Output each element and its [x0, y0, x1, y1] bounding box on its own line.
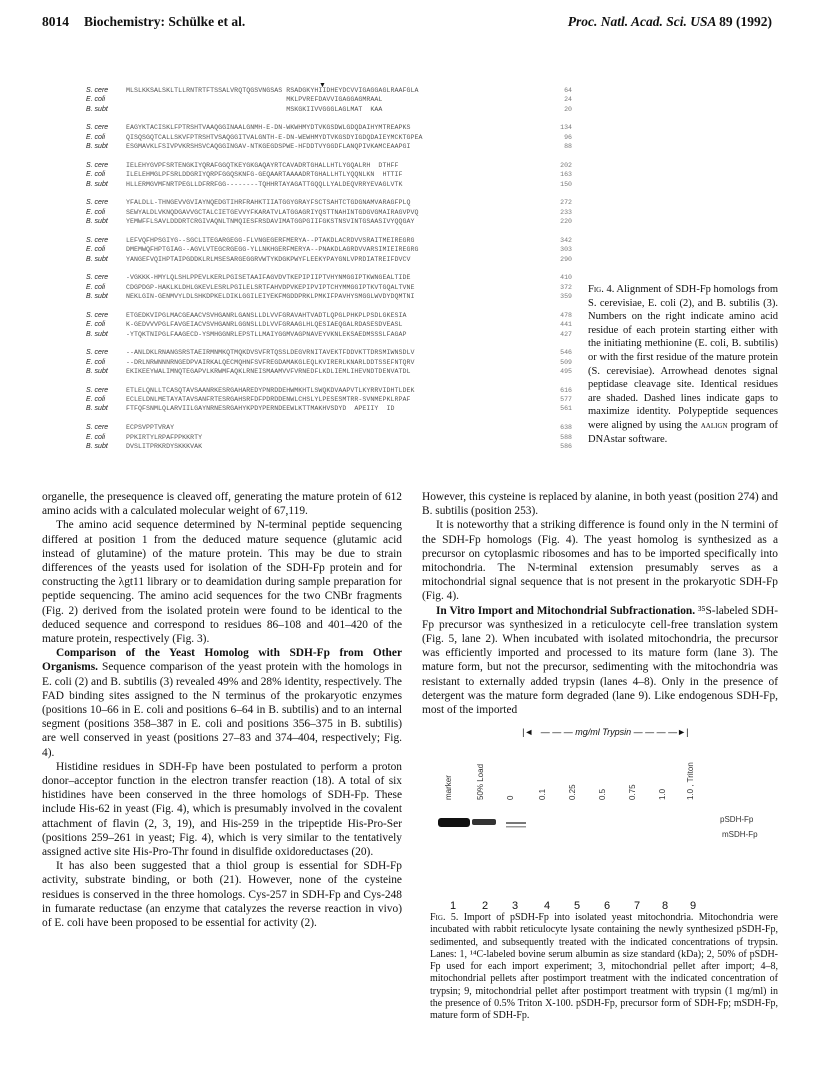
fig4-aalign: aalign — [700, 419, 728, 431]
species-label: B. subt — [86, 143, 108, 151]
residue-number: 202 — [560, 161, 572, 169]
species-label: E. coli — [86, 208, 106, 216]
sequence: -YTQKTNIPGLFAAGECD-YSMHGGNRLEPSTLLMAIYGGMVAGPNAVEYVKNLEKSAEDMSSSLFAGAP — [126, 330, 407, 338]
paragraph: Histidine residues in SDH-Fp have been postulated to perform a proton donor–acceptor function in the electron transfer reaction (18). A total of six histidines have been conserved in the three homologs of SDH-Fp. These include His-62 in yeast (Fig. 4), which is presumably involved in the covalent attachment of flavin (2, 3, 19), and His-259 in the tripeptide His-Pro-Ser (positions 259–261 in yeast; Fig. 4), which is very similar to the tentatively assigned active site His-Pro-Thr found in disulfide oxidoreductases (20). — [42, 760, 402, 859]
mature-band-lane3b — [506, 826, 526, 828]
sequence: HLLERMGVMFNRTPEGLLDFRRFGG--------TQHHRTAYAGATTGQQLLYALDEQVRRYEVAGLVTK — [126, 180, 403, 188]
alignment-row — [86, 123, 572, 132]
residue-number: 427 — [560, 330, 572, 338]
alignment-row — [86, 395, 572, 404]
sequence: --DRLNRWNNNRNGEDPVAIRKALQECMQHNFSVFREGDAMAKGLEQLKVIRERLKNARLDDTSSEFNTQRV — [126, 358, 415, 366]
species-label: E. coli — [86, 133, 106, 141]
alignment-row — [86, 311, 572, 320]
lane-label: 0.1 — [538, 788, 547, 800]
species-label: S. cere — [86, 386, 109, 394]
residue-number: 495 — [560, 367, 572, 375]
sequence: MLSLKKSALSKLTLLRNTRTFTSSALVRQTQGSVNGSAS RSADGKYHIIDHEYDCVVIGAGGAGLRAAFGLA — [126, 87, 419, 94]
residue-number: 303 — [560, 246, 572, 254]
alignment-row — [86, 292, 572, 301]
residue-number: 163 — [560, 171, 572, 179]
left-column — [42, 490, 402, 930]
lane-label: 1.0 — [658, 788, 667, 800]
species-label: E. coli — [86, 96, 106, 104]
sequence: EAGYKTACISKLFPTRSHTVAAQGGINAALGNMH-E-DN-WKWHMYDTVKGSDWLGDQDAIHYMTREAPKS — [126, 124, 411, 132]
alignment-row — [86, 208, 572, 217]
sequence: PPKIRTYLRPAFPPKKRTY — [126, 433, 203, 441]
section-heading: In Vitro Import and Mitochondrial Subfractionation. — [436, 604, 696, 617]
species-label: S. cere — [86, 87, 109, 94]
species-label: B. subt — [86, 330, 108, 338]
lane-number: 2 — [482, 900, 489, 912]
residue-number: 588 — [560, 433, 572, 441]
lane-label: 0.5 — [598, 788, 607, 800]
species-label: S. cere — [86, 349, 109, 357]
species-label: S. cere — [86, 199, 109, 207]
paragraph: Comparison of the Yeast Homolog with SDH-Fp from Other Organisms. Sequence comparison of the yeast protein with the homologs in E. coli (2) and B. subtilis (3) revealed 49% and 28% identity, respectively. The FAD binding sites assigned to the N terminus of the prokaryotic enzymes (positions 10–66 in E. coli and positions 6–64 in B. subtilis) and to an internal segment (positions 358–387 in E. coli and positions 356–375 in B. subtilis) are well conserved in yeast (positions 27–83 and 374–404, respectively; Fig. 4). — [42, 647, 402, 759]
species-label: S. cere — [86, 274, 109, 282]
mature-band-lane3 — [506, 822, 526, 824]
sequence: -VGKKK-HMYLQLSHLPPEVLKERLPGISETAAIFAGVDVTKEPIPIIPTVHYNMGGIPTKWNGEALTIDE — [126, 274, 411, 282]
paragraph: organelle, the presequence is cleaved off, generating the mature protein of 612 amino acids with a calculated molecular weight of 67,119. — [42, 491, 402, 518]
lane-label: 0.25 — [568, 784, 577, 800]
alignment-block — [86, 348, 572, 376]
residue-number: 616 — [560, 386, 572, 394]
right-column — [422, 490, 778, 717]
alignment-row — [86, 442, 572, 451]
sequence: ETLELQNLLTCASQTAVSAANRKESRGAHAREDYPNRDDEHWMKHTLSWQKDVAAPVTLKYRRVIDHTLDEK — [126, 386, 415, 394]
sequence: FTFQFSNMLQLARVIILGAYNRNESRGAHYKPDYPERNDEEWLKTTMAKHVSDYD APEIIY ID — [126, 405, 395, 413]
residue-number: 96 — [564, 133, 572, 141]
residue-number: 64 — [564, 87, 572, 94]
alignment-row — [86, 86, 572, 95]
species-label: S. cere — [86, 161, 109, 169]
alignment-row — [86, 105, 572, 114]
lane-number: 9 — [690, 900, 697, 912]
paragraph: It is noteworthy that a striking difference is found only in the N termini of the SDH-Fp homologs (Fig. 4). The yeast homolog is synthesized as a precursor on cytoplasmic ribosomes and has to be imported specifically into mitochondria. The N-terminal extension presumably serves as a mitochondrial signal sequence that is not present in the prokaryotic SDH-Fp (Fig. 4). — [422, 519, 778, 603]
residue-number: 546 — [560, 349, 572, 357]
residue-number: 441 — [560, 321, 572, 329]
alignment-block — [86, 423, 572, 451]
paragraph: In Vitro Import and Mitochondrial Subfractionation. ³⁵S-labeled SDH-Fp precursor was synthesized in a reticulocyte cell-free translation system (Fig. 5, lane 2). When incubated with isolated mitochondria, the precursor was efficiently imported and processed to its mature form (lane 3). The mature form, but not the precursor, sedimenting with the mitochondria was resistant to externally added trypsin (lanes 4–8). Only in the presence of detergent was the mature form degraded (lane 9). Like endogenous SDH-Fp, most of the imported — [422, 604, 778, 717]
alignment-row — [86, 170, 572, 179]
species-label: B. subt — [86, 293, 108, 301]
species-label: E. coli — [86, 358, 106, 366]
species-label: B. subt — [86, 442, 108, 450]
alignment-row — [86, 161, 572, 170]
residue-number: 290 — [560, 255, 572, 263]
alignment-row — [86, 236, 572, 245]
species-label: B. subt — [86, 180, 108, 188]
residue-number: 372 — [560, 283, 572, 291]
species-label: B. subt — [86, 367, 108, 375]
lane-number: 8 — [662, 900, 669, 912]
residue-number: 272 — [560, 199, 572, 207]
sequence: MKLPVREFDAVVIGAGGAGMRAAL — [126, 96, 383, 104]
sequence: EKIKEEYWALIMNQTEGAPVLKRWMFAQKLRNEISMAAMVVFVRNEDFLKDLIEMLIHEVNDTDENVATDL — [126, 367, 411, 375]
lane-label: 0 — [506, 795, 515, 800]
species-label: S. cere — [86, 311, 109, 319]
sequence: LEFVQFHPSGIYG--SGCLITEGARGEGG-FLVNGEGERFMERYA--PTAKDLACRDVVSRAITMEIREGRG — [126, 236, 415, 244]
alignment-block — [86, 236, 572, 264]
alignment-row — [86, 330, 572, 339]
species-label: E. coli — [86, 433, 106, 441]
fig4-caption-text: Alignment of SDH-Fp homologs from S. cerevisiae, E. coli (2), and B. subtilis (3). Numbers on the right indicate amino acid residue of each protein starting either with the initiating methionine (E. coli, B. subtilis) or with the first residue of the mature protein (S. cerevisiae). Arrowhead denotes signal peptidase cleavage site. Identical residues are shaded. Dashed lines indicate gaps to maximize identity. Polypeptide sequences were aligned by using the — [588, 284, 778, 431]
alignment-row — [86, 348, 572, 357]
lane-number: 6 — [604, 900, 611, 912]
band-label-mSDH: mSDH-Fp — [722, 830, 758, 839]
alignment-row — [86, 142, 572, 151]
sequence: ESGMAVKLFSIVPVKRSHSVCAQGGINGAV-NTKGEGDSPWE-HFDDTVYGGDFLANQPIVKAMCEAAPGI — [126, 143, 411, 151]
alignment-row — [86, 273, 572, 282]
alignment-row — [86, 283, 572, 292]
journal-title: Biochemistry: Schülke et al. — [84, 14, 246, 29]
lane-label: 50% Load — [476, 763, 485, 800]
species-label: S. cere — [86, 124, 109, 132]
lane-label: 0.75 — [628, 784, 637, 800]
residue-number: 509 — [560, 358, 572, 366]
alignment-row — [86, 367, 572, 376]
marker-band — [438, 818, 470, 827]
journal-reference: Proc. Natl. Acad. Sci. USA 89 (1992) — [567, 14, 772, 29]
fig4-caption — [588, 283, 778, 446]
species-label: B. subt — [86, 255, 108, 263]
species-label: B. subt — [86, 105, 108, 113]
residue-number: 577 — [560, 396, 572, 404]
sequence: MSKGKIIVVGGGLAGLMAT KAA — [126, 105, 383, 113]
species-label: E. coli — [86, 171, 106, 179]
species-label: E. coli — [86, 246, 106, 254]
residue-number: 134 — [560, 124, 572, 132]
sequence: QISQSGQTCALLSKVFPTRSHTVSAQGGITVALGNTH-E-DN-WEWHMYDTVKGSDYIGDQDAIEYMCKTGPEA — [126, 133, 423, 141]
alignment-row — [86, 198, 572, 207]
precursor-band-lane2 — [472, 819, 496, 825]
paragraph: It has also been suggested that a thiol group is essential for SDH-Fp activity, substrate binding, or both (21). However, none of the cysteine residues is conserved in the three homologs. Cys-257 in SDH-Fp and Cys-248 in fumarate reductase (an enzyme that catalyzes the reverse reaction in vivo) of E. coli have been proposed to be essential for activity (2). — [42, 860, 402, 930]
residue-number: 342 — [560, 236, 572, 244]
sequence: DVSLITPRKRDYSKKKVAK — [126, 442, 203, 450]
residue-number: 24 — [564, 96, 572, 104]
lane-number: 7 — [634, 900, 641, 912]
alignment-row — [86, 433, 572, 442]
residue-number: 20 — [564, 105, 572, 113]
alignment-block — [86, 273, 572, 301]
alignment-block — [86, 311, 572, 339]
species-label: S. cere — [86, 424, 109, 432]
paragraph: However, this cysteine is replaced by alanine, in both yeast (position 274) and B. subtilis (position 253). — [422, 491, 778, 518]
residue-number: 359 — [560, 293, 572, 301]
species-label: E. coli — [86, 321, 106, 329]
alignment-row — [86, 423, 572, 432]
sequence: ECPSVPPTVRAY — [126, 424, 175, 432]
alignment-block — [86, 386, 572, 414]
sequence: DMEMWQFHPTGIAG--AGVLVTEGCRGEGG-YLLNKHGERFMERYA--PNAKDLAGRDVVARSIMIEIREGRG — [126, 246, 419, 254]
lane-number: 1 — [450, 900, 457, 912]
species-label: B. subt — [86, 218, 108, 226]
alignment-row — [86, 245, 572, 254]
residue-number: 410 — [560, 274, 572, 282]
residue-number: 561 — [560, 405, 572, 413]
lane-label: marker — [444, 775, 453, 800]
alignment-row — [86, 358, 572, 367]
cleavage-arrow-icon: ▼ — [319, 81, 326, 89]
sequence: YFALDLL-THNGEVVGVIAYNQEDGTIHRFRAHKTIIATGGYGRAYFSCTSAHTCTGDGNAMVARAGFPLQ — [126, 199, 411, 207]
fig5-label: Fig. 5. — [430, 912, 459, 923]
gel-figure — [422, 700, 778, 912]
sequence: ETGEDKVIPGLMACGEAACVSVHGANRLGANSLLDLVVFGRAVAHTVADTLQPGLPHKPLPSDLGKESIA — [126, 311, 407, 319]
residue-number: 586 — [560, 442, 572, 450]
sequence: YEMWFFLSAVLDDDRTCRGIVAQNLTNMQIESFRSDAVIMATGGPGIIFGKSTNSVINTGSAASIVYQQGAY — [126, 218, 415, 226]
alignment-row — [86, 404, 572, 413]
section-heading: Comparison of the Yeast Homolog with SDH-Fp from Other Organisms. — [42, 647, 402, 674]
alignment-block — [86, 161, 572, 189]
alignment-row — [86, 386, 572, 395]
lane-number: 4 — [544, 900, 551, 912]
alignment-row — [86, 255, 572, 264]
species-label: E. coli — [86, 283, 106, 291]
species-label: E. coli — [86, 396, 106, 404]
sequence: ILELEHMGLPFSRLDDGRIYQRPFGGQSKNFG-GEQAARTAAAADRTGHALLHTLYQQNLKN HTTIF — [126, 171, 403, 179]
fig4-caption-end: program of DNAstar software. — [588, 419, 779, 445]
alignment-row — [86, 95, 572, 104]
alignment-block — [86, 86, 572, 114]
lane-number: 5 — [574, 900, 581, 912]
sequence: NEKLGIN-GENMVYLDLSHKDPKELDIKLGGILEIYEKFMGDDPRKLPMKIFPAVHYSMGGLWVDYDQMTNI — [126, 293, 415, 301]
paragraph: The amino acid sequence determined by N-terminal peptide sequencing differed at position 1 from the deduced mature sequence (glutamic acid instead of glutamine) of the mature protein. This may be due to strain differences of the yeasts used for isolation of the SDH-Fp protein and for constructing the λgt11 library or to deamidation during sample preparation for peptide sequencing. The amino acid sequences for the two CNBr fragments (Fig. 2) derived from the isolated protein were found to be identical to the deduced sequence and correspond to residues 86–108 and 401–420 of the mature protein, respectively (Fig. 3). — [42, 519, 402, 646]
alignment-row — [86, 180, 572, 189]
sequence: K-GEDVVVPGLFAVGEIACVSVHGANRLGGNSLLDLVVFGRAAGLHLQESIAEQGALRDASESDVEASL — [126, 321, 403, 329]
residue-number: 233 — [560, 208, 572, 216]
species-label: S. cere — [86, 236, 109, 244]
fig5-caption-text: Import of pSDH-Fp into isolated yeast mitochondria. Mitochondria were incubated with rabbit reticulocyte lysate containing the newly synthesized pSDH-Fp, sedimented, and subsequently treated with the indicated concentrations of trypsin. Lanes: 1, ¹⁴C-labeled bovine serum albumin as size standard (kDa); 2, 50% of pSDH-Fp used for each import experiment; 3, mitochondrial pellet after import; 4–8, mitochondrial pellets after postimport treatment with the indicated concentration of trypsin; 9, mitochondrial pellet after postimport treatment with trypsin (1 mg/ml) in the presence of 0.5% Triton X-100. pSDH-Fp, precursor form of SDH-Fp; mSDH-Fp, mature form of SDH-Fp. — [430, 912, 778, 1022]
sequence: SEWYALDLVKNQDGAVVGCTALCIETGEVVYFKARATVLATGGAGRIYQSTTNAHINTGDGVGMAIRAGVPVQ — [126, 208, 419, 216]
residue-number: 638 — [560, 424, 572, 432]
residue-number: 220 — [560, 218, 572, 226]
sequence: YANGEFVQIHPTAIPGDDKLRLMSESARGEGGRVWTYKDGKPWYFLEEKYPAYGNLVPRDIATREIFDVCV — [126, 255, 411, 263]
sequence: IELEHYGVPFSRTENGKIYQRAFGGQTKEYGKGAQAYRTCAVADRTGHALLHTLYGQALRH DTHFF — [126, 161, 399, 169]
species-label: B. subt — [86, 405, 108, 413]
alignment-row — [86, 217, 572, 226]
sequence: CDGPDGP-HAKLKLDHLGKEVLESRLPGILELSRTFAHVDPVKEPIPVIPTCHYMMGGIPTKVTGQALTVNE — [126, 283, 415, 291]
residue-number: 150 — [560, 180, 572, 188]
sequence-alignment — [86, 86, 572, 461]
residue-number: 478 — [560, 311, 572, 319]
fig4-label: Fig. 4. — [588, 284, 615, 295]
page-number: 8014 — [42, 14, 69, 29]
trypsin-label: |◄ — — — mg/ml Trypsin — — — —►| — [522, 727, 689, 737]
sequence: ECLELDNLMETAYATAVSANFRTESRGAHSRFDFPDRDDENWLCHSLYLPESESMTRR-SVNMEPKLRPAF — [126, 396, 411, 404]
fig5-caption — [430, 912, 778, 1023]
lane-label: 1.0 , Triton — [686, 762, 695, 800]
lane-number: 3 — [512, 900, 519, 912]
sequence: --ANLDKLRNANGSRSTAEIRMNMKQTMQKDVSVFRTQSSLDEGVRNITAVEKTFDDVKTTDRSMIWNSDLV — [126, 349, 415, 357]
alignment-row — [86, 320, 572, 329]
band-label-pSDH: pSDH-Fp — [720, 815, 754, 824]
alignment-row — [86, 133, 572, 142]
alignment-block — [86, 123, 572, 151]
alignment-block — [86, 198, 572, 226]
residue-number: 88 — [564, 143, 572, 151]
